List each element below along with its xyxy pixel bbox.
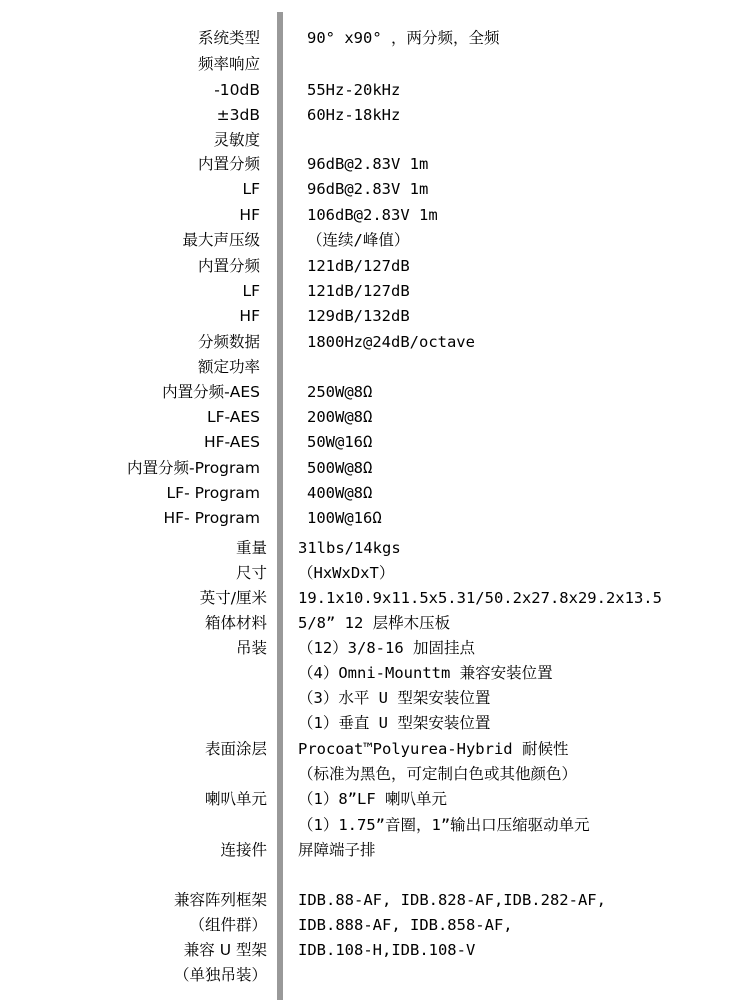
spec-value: 200W@8Ω [307, 408, 373, 426]
spec-value: Procoat™Polyurea-Hybrid 耐候性 [298, 740, 569, 758]
spec-value: 5/8” 12 层桦木压板 [298, 614, 451, 632]
spec-label: 频率响应 [197, 55, 260, 73]
spec-label: ±3dB [216, 106, 260, 124]
spec-label: 兼容阵列框架 [173, 891, 267, 909]
spec-label: HF [239, 307, 260, 325]
spec-value: 250W@8Ω [307, 383, 373, 401]
spec-label: 内置分频 [197, 155, 260, 173]
spec-value: 55Hz-20kHz [307, 81, 401, 99]
spec-value: 90° x90° ，两分频，全频 [307, 29, 500, 47]
spec-label: 连接件 [220, 841, 267, 859]
spec-label: 吊装 [235, 639, 267, 657]
spec-label: 尺寸 [235, 564, 267, 582]
spec-label: 喇叭单元 [204, 790, 267, 808]
spec-value: （3）水平 U 型架安装位置 [298, 689, 491, 707]
spec-label: 兼容 U 型架 [183, 941, 267, 959]
spec-label: 内置分频-Program [127, 459, 260, 477]
column-divider [277, 12, 283, 1000]
spec-label: HF-AES [203, 433, 260, 451]
spec-value: 121dB/127dB [307, 257, 410, 275]
spec-value: 31lbs/14kgs [298, 539, 401, 557]
spec-value: （4）Omni-Mounttm 兼容安装位置 [298, 664, 553, 682]
spec-value: （连续/峰值） [307, 231, 410, 249]
spec-value: （1）8”LF 喇叭单元 [298, 790, 447, 808]
spec-value: 96dB@2.83V 1m [307, 180, 429, 198]
spec-value: （HxWxDxT） [298, 564, 395, 582]
spec-label: LF [242, 282, 260, 300]
spec-value: （标准为黑色，可定制白色或其他颜色） [298, 765, 578, 783]
spec-label: HF- Program [163, 509, 260, 527]
spec-value: 96dB@2.83V 1m [307, 155, 429, 173]
spec-label: 额定功率 [197, 358, 260, 376]
spec-value: 500W@8Ω [307, 459, 373, 477]
spec-value: 19.1x10.9x11.5x5.31/50.2x27.8x29.2x13.5 [298, 589, 662, 607]
spec-label: LF [242, 180, 260, 198]
spec-label: 内置分频-AES [162, 383, 260, 401]
spec-value: 60Hz-18kHz [307, 106, 401, 124]
spec-label: LF-AES [206, 408, 260, 426]
spec-label: 最大声压级 [182, 231, 260, 249]
spec-value: IDB.888-AF, IDB.858-AF, [298, 916, 513, 934]
spec-value: 400W@8Ω [307, 484, 373, 502]
spec-value: 106dB@2.83V 1m [307, 206, 438, 224]
spec-label: （单独吊装） [173, 966, 267, 984]
spec-label: 英寸/厘米 [199, 589, 267, 607]
spec-label: -10dB [214, 81, 260, 99]
spec-label: 分频数据 [197, 333, 260, 351]
spec-label: 系统类型 [197, 29, 260, 47]
spec-value: 121dB/127dB [307, 282, 410, 300]
spec-label: 箱体材料 [204, 614, 267, 632]
spec-label: 内置分频 [197, 257, 260, 275]
spec-label: LF- Program [166, 484, 260, 502]
spec-label: 灵敏度 [213, 131, 260, 149]
spec-value: （1）垂直 U 型架安装位置 [298, 714, 491, 732]
spec-label: 表面涂层 [204, 740, 267, 758]
spec-label: （组件群） [189, 916, 267, 934]
spec-value: 129dB/132dB [307, 307, 410, 325]
spec-value: （12）3/8-16 加固挂点 [298, 639, 475, 657]
spec-label: 重量 [235, 539, 267, 557]
spec-value: IDB.108-H,IDB.108-V [298, 941, 476, 959]
spec-value: IDB.88-AF, IDB.828-AF,IDB.282-AF, [298, 891, 606, 909]
spec-value: 屏障端子排 [298, 841, 376, 859]
spec-value: 1800Hz@24dB/octave [307, 333, 475, 351]
spec-value: 100W@16Ω [307, 509, 382, 527]
spec-value: （1）1.75”音圈，1”输出口压缩驱动单元 [298, 816, 590, 834]
spec-value: 50W@16Ω [307, 433, 373, 451]
spec-label: HF [239, 206, 260, 224]
